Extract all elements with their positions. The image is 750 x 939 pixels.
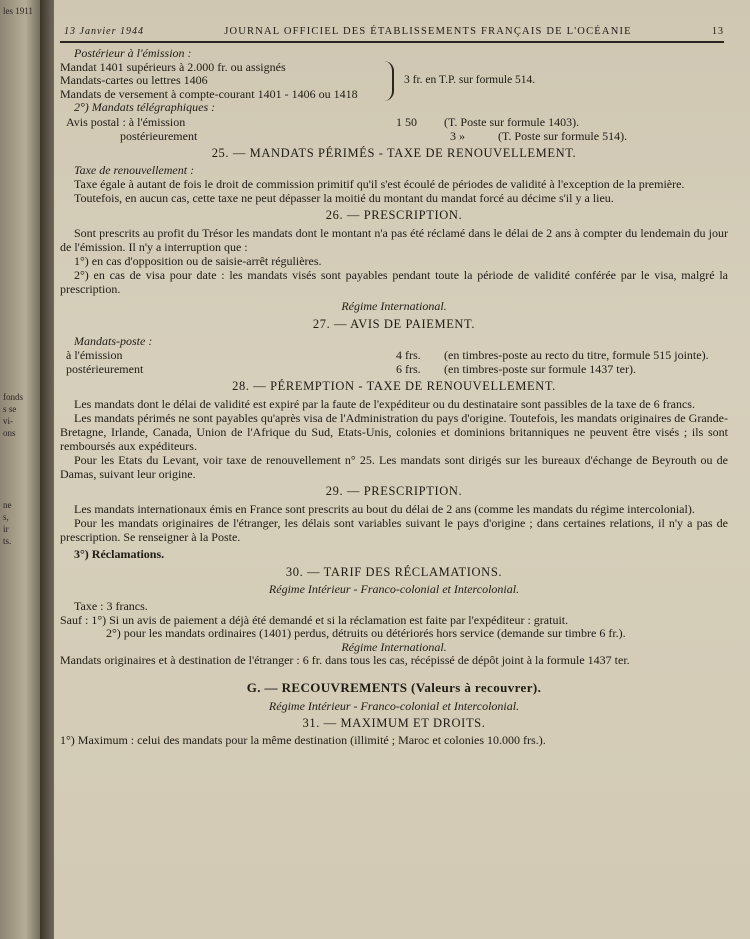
section-27-subtitle: Mandats-poste : — [74, 333, 153, 348]
section-28-para — [60, 411, 728, 453]
section-29-para — [60, 502, 728, 516]
emission-brace-note: 3 fr. en T.P. sur formule 514. — [404, 74, 536, 86]
left-page-fragment: les 1911 — [3, 6, 33, 16]
row-amount: 3 » — [450, 128, 465, 143]
para-text: Les mandats dont le délai de validité est expiré par la faute de l'expéditeur ou du destinataire sont passibles de la taxe de 6 francs. — [74, 397, 695, 411]
row-label: postérieurement — [66, 362, 144, 376]
row-label: Avis postal : à l'émission — [66, 114, 186, 129]
telegraph-row — [60, 115, 728, 129]
section-25-subtitle: Taxe de renouvellement : — [74, 162, 195, 177]
row-label: à l'émission — [66, 348, 123, 362]
avis-row — [60, 362, 728, 376]
section-31-line: 1°) Maximum : celui des mandats pour la même destination (illimité ; Maroc et colonies 10.000 frs.). — [60, 733, 546, 747]
row-note: (T. Poste sur formule 1403). — [444, 114, 580, 129]
left-page-fragment: vi- — [3, 416, 13, 426]
section-26-item — [60, 268, 728, 296]
regime-international-label: Régime International. — [341, 299, 447, 313]
left-page-fragment: s, — [3, 512, 9, 522]
reclamations-title: 3°) Réclamations. — [74, 547, 165, 561]
section-g-regime: Régime Intérieur - Franco-colonial et Intercolonial. — [268, 698, 520, 713]
section-28-para — [60, 453, 728, 481]
para-text: Pour les Etats du Levant, voir taxe de renouvellement n° 25. Les mandats sont dirigés sur les bureaux d'échange de Beyrouth ou de Damas, suivant leur origine. — [60, 453, 728, 481]
section-30-taxe: Taxe : 3 francs. — [74, 599, 148, 613]
section-30-regime-international: Régime International. — [341, 639, 447, 654]
emission-line: Mandats-cartes ou lettres 1406 — [60, 73, 208, 87]
left-page-fragment: s se — [3, 404, 17, 414]
row-note: (T. Poste sur formule 514). — [498, 128, 628, 143]
para-text: Sont prescrits au profit du Trésor les mandats dont le montant n'a pas été réclamé dans le délai de 2 ans à compter du lendemain du jour de l'émission. Il n'y a interruption que : — [60, 226, 728, 254]
page-header — [60, 0, 724, 43]
left-page-fragment: fonds — [3, 392, 23, 402]
para-text: Pour les mandats originaires de l'étranger, les délais sont variables suivant le pays d'origine ; dans certaines relations, il n'y a pas de prescription. Se renseigner à la Poste. — [60, 516, 728, 544]
section-25-para — [60, 177, 728, 191]
section-26-heading: 26. — PRESCRIPTION. — [325, 208, 463, 222]
section-28-heading: 28. — PÉREMPTION - TAXE DE RENOUVELLEMENT. — [232, 379, 556, 393]
section-25-para — [60, 191, 728, 205]
para-text: Taxe égale à autant de fois le droit de commission primitif qu'il s'est écoulé de périodes de validité à l'exception de la première. — [74, 177, 685, 191]
row-amount: 1 50 — [396, 114, 417, 129]
para-text: 2°) en cas de visa pour date : les mandats visés sont payables pendant toute la période de validité conférée par le visa, malgré la prescription. — [60, 268, 728, 296]
header-date: 13 Janvier 1944 — [64, 26, 144, 37]
telegraph-row — [60, 129, 728, 143]
row-label: postérieurement — [120, 128, 198, 143]
section-30-regime: Régime Intérieur - Franco-colonial et Intercolonial. — [268, 581, 520, 596]
section-30-sauf-1: Sauf : 1°) Si un avis de paiement a déjà été demandé et si la réclamation est faite par l'expéditeur : gratuit. — [60, 612, 569, 627]
section-26-para — [60, 226, 728, 254]
avis-row — [60, 348, 728, 362]
para-text: Les mandats périmés ne sont payables qu'après visa de l'Administration du pays d'origine. Toutefois, les mandats originaires de Grande-Bretagne, Irlande, Canada, Union de l'Afrique du Sud, Etats-Unis, colonies et dominions britanniques ne peuvent être visés ; ils sont remboursés aux expéditeurs. — [60, 411, 728, 453]
header-title: JOURNAL OFFICIEL DES ÉTABLISSEMENTS FRANÇAIS DE L'OCÉANIE — [224, 26, 632, 37]
left-page-fragment: ir — [3, 524, 9, 534]
emission-title: Postérieur à l'émission : — [74, 46, 192, 60]
row-amount: 6 frs. — [396, 362, 421, 376]
section-27-heading: 27. — AVIS DE PAIEMENT. — [312, 316, 476, 331]
left-page-fragment: ons — [3, 428, 16, 438]
left-page-fragment: ts. — [3, 536, 12, 546]
telegraph-title: 2°) Mandats télégraphiques : — [74, 100, 216, 114]
left-page-fragment: ne — [3, 500, 12, 510]
section-26-item — [60, 254, 728, 268]
section-29-para — [60, 516, 728, 544]
emission-line: Mandat 1401 supérieurs à 2.000 fr. ou assignés — [60, 59, 286, 74]
section-29-heading: 29. — PRESCRIPTION. — [325, 484, 463, 498]
para-text: Les mandats internationaux émis en France sont prescrits au bout du délai de 2 ans (comme les mandats du régime intercolonial). — [74, 502, 695, 516]
section-30-heading: 30. — TARIF DES RÉCLAMATIONS. — [285, 564, 503, 579]
row-note: (en timbres-poste au recto du titre, formule 515 jointe). — [444, 348, 709, 362]
para-text: 1°) en cas d'opposition ou de saisie-arrêt régulières. — [74, 254, 322, 268]
page-number: 13 — [711, 26, 724, 37]
document-page — [54, 0, 750, 939]
para-text: Toutefois, en aucun cas, cette taxe ne peut dépasser la moitié du montant du mandat forcé au décime s'il y a lieu. — [74, 191, 614, 205]
section-31-heading: 31. — MAXIMUM ET DROITS. — [302, 716, 486, 730]
row-note: (en timbres-poste sur formule 1437 ter). — [444, 362, 636, 376]
section-28-para — [60, 397, 728, 411]
section-30-sauf-2: 2°) pour les mandats ordinaires (1401) perdus, détruits ou détériorés hors service (demande sur timbre 6 fr.). — [106, 626, 626, 640]
emission-brace-block — [60, 61, 728, 102]
section-30-international-line: Mandats originaires et à destination de l'étranger : 6 fr. dans tous les cas, récépissé de dépôt joint à la formule 1437 ter. — [60, 653, 630, 667]
row-amount: 4 frs. — [396, 348, 421, 362]
brace-glyph — [378, 61, 394, 101]
section-25-heading: 25. — MANDATS PÉRIMÉS - TAXE DE RENOUVELLEMENT. — [211, 145, 577, 160]
section-g-heading: G. — RECOUVREMENTS (Valeurs à recouvrer). — [246, 679, 542, 695]
emission-line: Mandats de versement à compte-courant 1401 - 1406 ou 1418 — [60, 86, 358, 101]
